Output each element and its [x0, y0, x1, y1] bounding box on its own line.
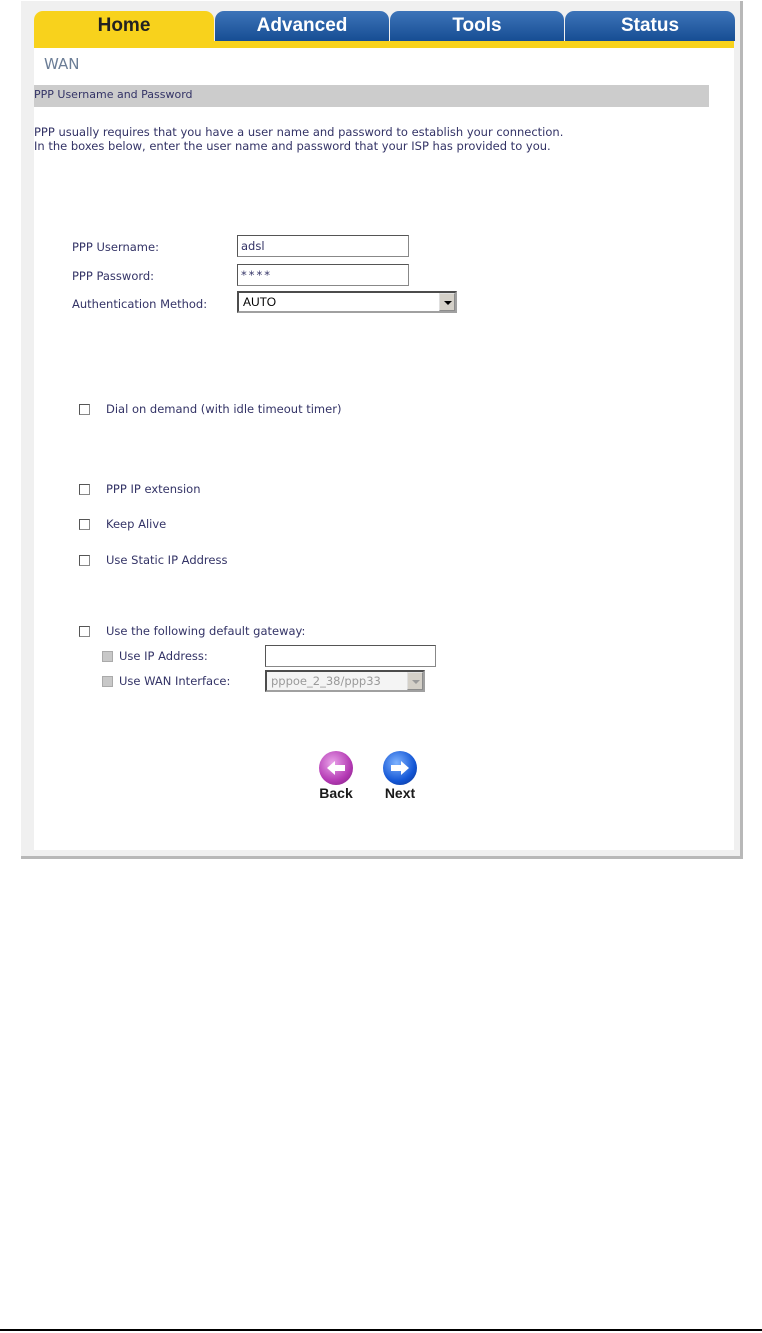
default-gateway-checkbox[interactable]	[79, 626, 90, 637]
ip-extension-checkbox[interactable]	[79, 484, 90, 495]
chevron-down-icon[interactable]	[407, 672, 423, 690]
intro-text	[34, 125, 563, 153]
page-title: WAN	[44, 55, 80, 73]
section-title: PPP Username and Password	[34, 88, 193, 101]
chevron-down-icon[interactable]	[439, 293, 455, 311]
keep-alive-checkbox[interactable]	[79, 519, 90, 530]
back-arrow-icon	[319, 751, 353, 785]
tab-tools[interactable]: Tools	[390, 11, 564, 41]
auth-method-value: AUTO	[243, 295, 277, 309]
use-ip-address-checkbox[interactable]	[102, 651, 113, 662]
dial-on-demand-label: Dial on demand (with idle timeout timer)	[106, 402, 342, 416]
gateway-ip-input[interactable]	[265, 645, 436, 667]
username-label: PPP Username:	[72, 240, 159, 254]
use-wan-interface-label: Use WAN Interface:	[119, 674, 231, 688]
page-divider	[0, 1329, 762, 1331]
tab-home[interactable]: Home	[34, 11, 214, 41]
username-input[interactable]: adsl	[237, 235, 409, 257]
main-content	[34, 48, 734, 850]
intro-line-2: In the boxes below, enter the user name and password that your ISP has provided to you.	[34, 139, 551, 153]
next-arrow-icon	[383, 751, 417, 785]
back-label: Back	[319, 785, 353, 801]
auth-method-select[interactable]	[237, 291, 457, 313]
password-input[interactable]: ****	[237, 264, 409, 286]
keep-alive-label: Keep Alive	[106, 517, 167, 531]
tab-advanced[interactable]: Advanced	[215, 11, 389, 41]
section-header	[34, 85, 709, 107]
dial-on-demand-checkbox[interactable]	[79, 404, 90, 415]
password-label: PPP Password:	[72, 269, 155, 283]
top-nav	[34, 11, 734, 41]
ip-extension-label: PPP IP extension	[106, 482, 201, 496]
next-button[interactable]	[380, 751, 420, 801]
intro-line-1: PPP usually requires that you have a user name and password to establish your connection.	[34, 125, 564, 139]
static-ip-checkbox[interactable]	[79, 555, 90, 566]
tab-underline	[34, 41, 734, 48]
use-ip-address-label: Use IP Address:	[119, 649, 208, 663]
use-wan-interface-checkbox[interactable]	[102, 676, 113, 687]
wan-interface-value: pppoe_2_38/ppp33	[271, 674, 381, 688]
default-gateway-label: Use the following default gateway:	[106, 624, 306, 638]
static-ip-label: Use Static IP Address	[106, 553, 228, 567]
wan-interface-select[interactable]	[265, 670, 425, 692]
next-label: Next	[384, 785, 416, 801]
auth-method-label: Authentication Method:	[72, 297, 208, 311]
tab-status[interactable]: Status	[565, 11, 735, 41]
back-button[interactable]	[316, 751, 356, 801]
